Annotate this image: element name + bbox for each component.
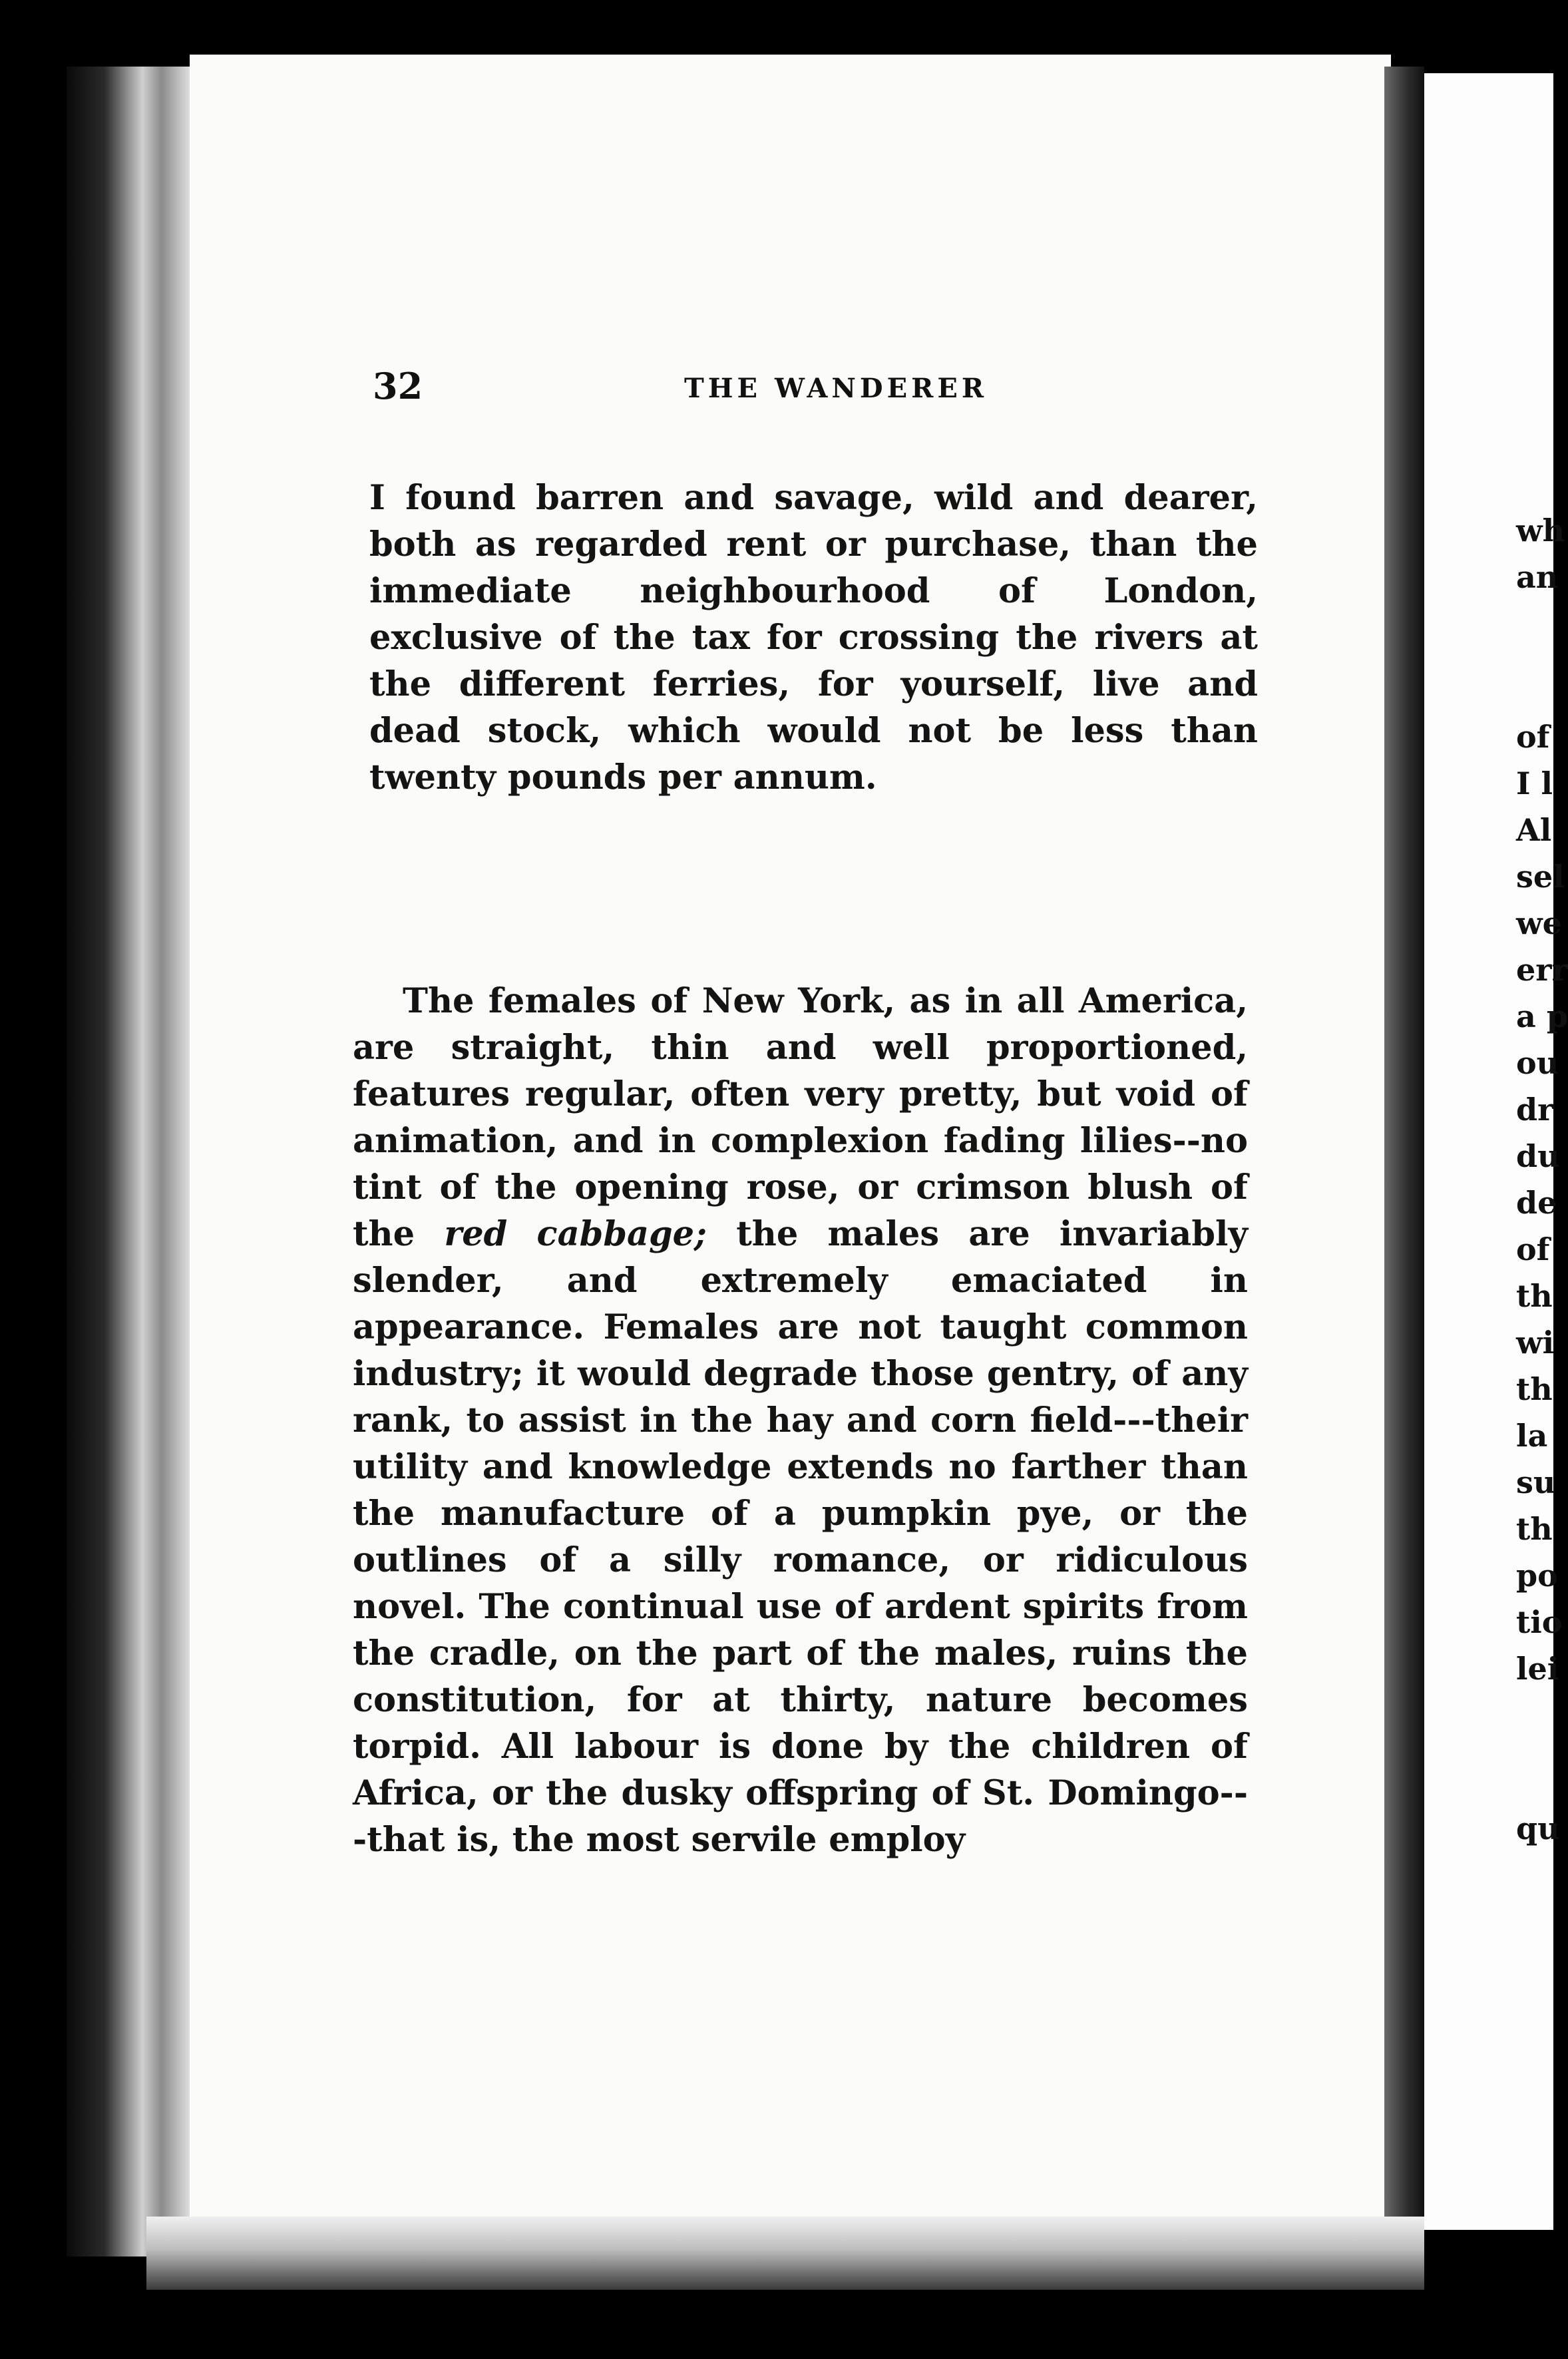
running-head <box>373 365 1258 418</box>
paragraph-2-text-b: the males are invariably slender, and extremely emaciated in appearance. Females are not taught common industry; it would degrade those gentry, of any rank, to assist in the hay and corn field---their utility and knowledge extends no farther than the manufacture of a pumpkin pye, or the outlines of a silly romance, or ridiculous novel. The continual use of ardent spirits from the cradle, on the part of the males, ruins the constitution, for at thirty, nature becomes torpid. All labour is done by the children of Africa, or the dusky offspring of St. Domingo---that is, the most servile employ <box>353 1214 1249 1860</box>
facing-page-fragment: Al <box>1516 812 1552 848</box>
facing-page-fragment: su <box>1516 1464 1556 1500</box>
facing-page-fragment: la <box>1516 1418 1548 1454</box>
facing-page-fragment: qu <box>1516 1811 1560 1846</box>
facing-page-fragment: wi <box>1516 1325 1555 1361</box>
paragraph-2-text-a: The females of New York, as in all America, are straight, thin and well proportioned, features regular, often very pretty, but void of animation, and in complexion fading lilies--no tint of the opening rose, or crimson blush of the <box>353 981 1248 1254</box>
facing-page-fragment: I l <box>1516 765 1553 801</box>
paragraph-2-italic: red cabbage; <box>444 1214 707 1254</box>
facing-page-fragment: an <box>1516 559 1559 595</box>
page-edge-left <box>67 67 193 2256</box>
facing-page-fragment: th <box>1516 1511 1553 1547</box>
facing-page-fragment: wh <box>1516 513 1565 548</box>
facing-page-fragment: a p <box>1516 998 1568 1034</box>
paragraph-1: I found barren and savage, wild and dearer, both as regarded rent or purchase, than the immediate neighbourhood of London, exclusive of the tax for crossing the rivers at the different ferries, for yourself, live and dead stock, which would not be less than twenty pounds per annum. <box>369 478 1258 797</box>
facing-page-fragment: we <box>1516 905 1562 941</box>
page-edge-bottom <box>146 2217 1424 2290</box>
facing-page-fragment: tio <box>1516 1604 1563 1640</box>
facing-page-fragment: ou <box>1516 1045 1559 1081</box>
facing-page-fragment: du <box>1516 1138 1560 1174</box>
facing-page-fragment: of <box>1516 1231 1550 1267</box>
facing-page-fragment: dr <box>1516 1092 1554 1128</box>
facing-page-fragment: err <box>1516 952 1568 988</box>
book-gutter <box>1384 67 1424 2237</box>
facing-page-fragment: lei <box>1516 1651 1559 1687</box>
facing-page-fragment: de <box>1516 1185 1557 1221</box>
facing-page-fragment: th <box>1516 1278 1553 1314</box>
page-title: THE WANDERER <box>684 373 988 404</box>
page-number: 32 <box>373 365 423 407</box>
facing-page-fragment: of <box>1516 719 1550 755</box>
facing-page-fragment: sel <box>1516 859 1565 895</box>
paragraph-2 <box>353 978 1248 1863</box>
facing-page-fragment: th <box>1516 1371 1553 1407</box>
facing-page-fragment: po <box>1516 1558 1558 1594</box>
